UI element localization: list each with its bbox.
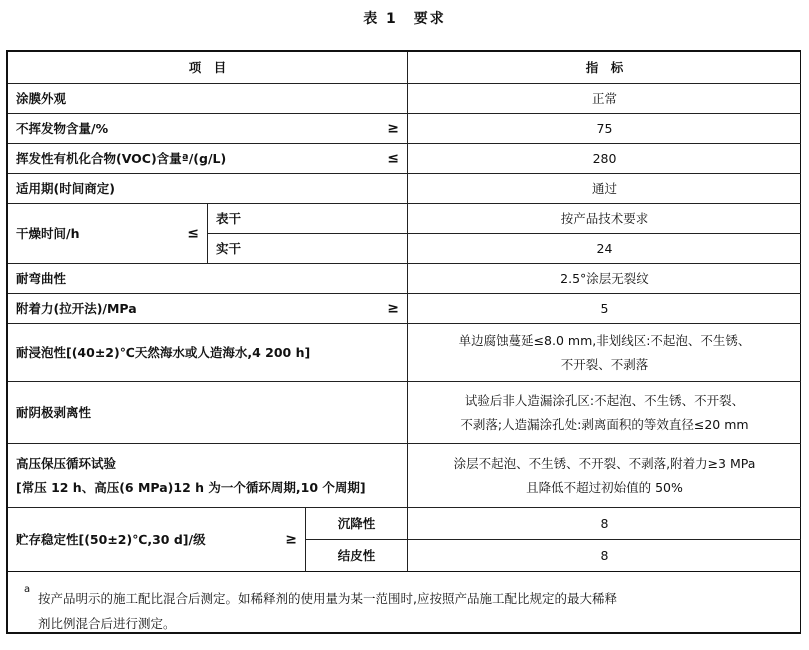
item-label: 不挥发物含量/% xyxy=(16,120,109,136)
storage-sub1-label: 沉降性 xyxy=(306,508,408,540)
symbol: ≤ xyxy=(187,225,199,242)
row-pressure xyxy=(8,444,408,508)
item-label: 耐阴极剥离性 xyxy=(16,404,92,420)
footnote-line: 剂比例混合后进行测定。 xyxy=(38,616,176,631)
value-adhesion: 5 xyxy=(408,294,801,324)
item-label: 适用期(时间商定) xyxy=(16,180,115,196)
value-line: 且降低不超过初始值的 50% xyxy=(526,479,683,495)
symbol: ≤ xyxy=(387,150,399,167)
item-label: 高压保压循环试验 xyxy=(16,455,117,471)
header-index: 指 标 xyxy=(408,52,801,84)
row-drying xyxy=(8,204,208,264)
drying-sub2-value: 24 xyxy=(408,234,801,264)
drying-sub1-label: 表干 xyxy=(208,204,408,234)
row-nonvolatile xyxy=(8,114,408,144)
symbol: ≥ xyxy=(387,300,399,317)
item-label: 干燥时间/h xyxy=(16,225,80,241)
value-film-appearance: 正常 xyxy=(408,84,801,114)
value-line: 不开裂、不剥落 xyxy=(560,356,649,372)
value-line: 试验后非人造漏涂孔区:不起泡、不生锈、不开裂、 xyxy=(464,392,745,408)
symbol: ≥ xyxy=(285,531,297,548)
value-line: 单边腐蚀蔓延≤8.0 mm,非划线区:不起泡、不生锈、 xyxy=(458,332,751,348)
value-line: 不剥落;人造漏涂孔处:剥离面积的等效直径≤20 mm xyxy=(460,416,749,432)
drying-sub2-label: 实干 xyxy=(208,234,408,264)
row-storage xyxy=(8,508,306,572)
storage-sub1-value: 8 xyxy=(408,508,801,540)
value-voc: 280 xyxy=(408,144,801,174)
item-label: 贮存稳定性[(50±2)℃,30 d]/级 xyxy=(16,531,206,547)
storage-sub2-value: 8 xyxy=(408,540,801,572)
drying-sub1-value: 按产品技术要求 xyxy=(408,204,801,234)
value-pot-life: 通过 xyxy=(408,174,801,204)
row-bending xyxy=(8,264,408,294)
footnote-mark: a xyxy=(24,584,31,595)
symbol: ≥ xyxy=(387,120,399,137)
value-nonvolatile: 75 xyxy=(408,114,801,144)
row-pot-life xyxy=(8,174,408,204)
row-film-appearance xyxy=(8,84,408,114)
footnote-line: 按产品明示的施工配比混合后测定。如稀释剂的使用量为某一范围时,应按照产品施工配比规定的最大稀释 xyxy=(38,591,617,606)
item-label: 涂膜外观 xyxy=(16,90,67,106)
item-label: 耐浸泡性[(40±2)℃天然海水或人造海水,4 200 h] xyxy=(16,344,311,360)
requirements-table xyxy=(6,50,801,634)
item-label: 挥发性有机化合物(VOC)含量ª/(g/L) xyxy=(16,150,227,166)
page-title: 表 1 要求 xyxy=(363,11,446,27)
value-immersion xyxy=(408,324,801,382)
value-bending: 2.5°涂层无裂纹 xyxy=(408,264,801,294)
storage-sub2-label: 结皮性 xyxy=(306,540,408,572)
value-pressure xyxy=(408,444,801,508)
value-cathodic xyxy=(408,382,801,444)
row-cathodic xyxy=(8,382,408,444)
row-voc xyxy=(8,144,408,174)
header-item: 项 目 xyxy=(8,52,408,84)
value-line: 涂层不起泡、不生锈、不开裂、不剥落,附着力≥3 MPa xyxy=(453,455,756,471)
table-footnote xyxy=(8,572,801,634)
row-immersion xyxy=(8,324,408,382)
item-label: 附着力(拉开法)/MPa xyxy=(16,300,137,316)
item-label: 耐弯曲性 xyxy=(16,270,67,286)
item-label: [常压 12 h、高压(6 MPa)12 h 为一个循环周期,10 个周期] xyxy=(16,479,366,495)
row-adhesion xyxy=(8,294,408,324)
